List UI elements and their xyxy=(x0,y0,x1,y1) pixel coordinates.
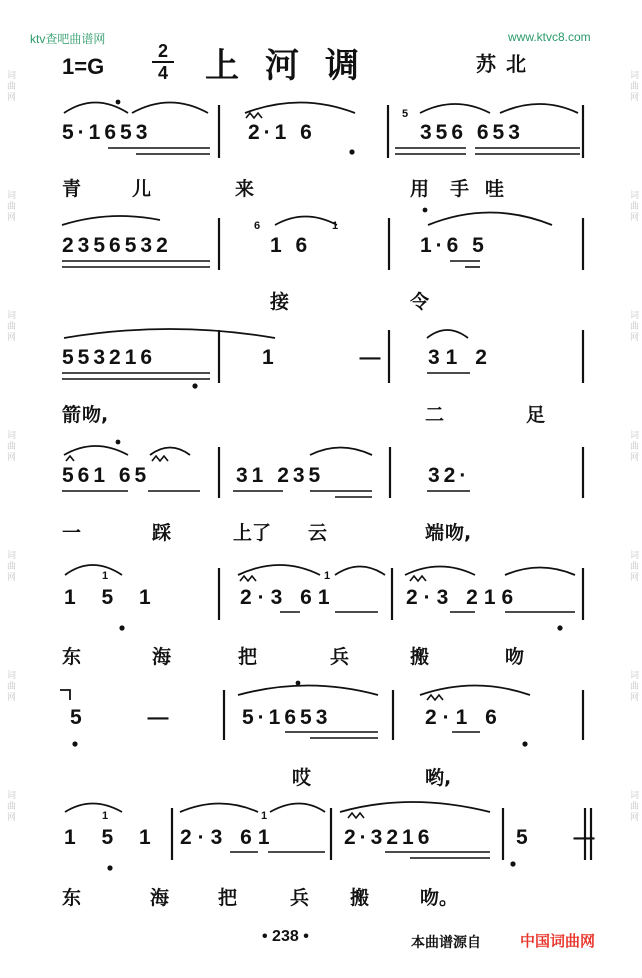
lyric: 海 xyxy=(152,646,172,668)
watermark-right: 词曲网 xyxy=(628,790,638,823)
notes-row-6-bar-2: 5·1653 xyxy=(242,706,332,729)
lyric: 东 xyxy=(62,887,82,909)
lyric: 青 xyxy=(62,178,82,200)
lyric: 哎 xyxy=(292,767,312,789)
lyric: 踩 xyxy=(152,522,172,544)
watermark-left: 词曲网 xyxy=(5,430,15,463)
lyric: 儿 xyxy=(132,178,152,200)
notes-row-4-bar-1: 561 65 xyxy=(62,464,151,487)
page-number: • 238 • xyxy=(262,928,309,945)
grace-note: 1 xyxy=(324,570,331,582)
notes-row-7-bar-4: 5 — xyxy=(516,826,615,849)
lyric: 接 xyxy=(270,291,290,313)
key-signature: 1=G xyxy=(62,54,105,79)
lyric: 一 xyxy=(62,522,82,544)
watermark-left: 词曲网 xyxy=(5,670,15,703)
grace-note: 1 xyxy=(261,810,268,822)
grace-note: 1 xyxy=(102,570,109,582)
brand-link[interactable]: 中国词曲网 xyxy=(520,932,596,950)
lyric: 二 xyxy=(425,404,445,426)
notes-row-7-bar-2: 2·3 61 xyxy=(180,826,276,849)
lyric: 端 xyxy=(425,522,445,544)
watermark-left: 词曲网 xyxy=(5,310,15,343)
lyric: 东 xyxy=(62,646,82,668)
grace-note: 1 xyxy=(102,810,109,822)
lyric: 吻。 xyxy=(420,887,459,909)
notes-row-4-bar-2: 31 235 xyxy=(236,464,325,487)
lyric: 把 xyxy=(218,887,238,909)
notes-row-1-bar-1: 5·1653 xyxy=(62,121,152,144)
notes-row-2-bar-3: 1·6 5 xyxy=(420,234,488,257)
song-title: 上河调 xyxy=(205,46,385,86)
lyric: 哇 xyxy=(485,178,505,200)
song-region: 苏北 xyxy=(476,52,536,76)
watermark-left: 词曲网 xyxy=(5,190,15,223)
site-watermark-right: www.ktvc8.com xyxy=(508,30,591,44)
watermark-left: 词曲网 xyxy=(5,70,15,103)
time-signature-top: 2 xyxy=(157,41,168,61)
notes-row-3-bar-2: 1 — xyxy=(262,346,421,369)
notes-row-2-bar-2: 1 6 xyxy=(270,234,312,257)
lyric: 来 xyxy=(235,178,255,200)
notes-row-4-bar-3: 32· xyxy=(428,464,471,487)
watermark-right: 词曲网 xyxy=(628,70,638,103)
notes-row-6-bar-3: 2·1 6 xyxy=(425,706,503,729)
lyric: 吻, xyxy=(82,404,109,426)
lyric: 令 xyxy=(410,291,430,313)
watermark-right: 词曲网 xyxy=(628,550,638,583)
time-signature-bottom: 4 xyxy=(157,63,168,83)
source-label: 本曲谱源自 xyxy=(411,935,481,951)
notes-row-5-bar-1: 1 5 1 xyxy=(64,586,161,609)
notes-row-1-bar-2: 2·1 6 xyxy=(248,121,316,144)
watermark-left: 词曲网 xyxy=(5,790,15,823)
lyric: 把 xyxy=(238,646,258,668)
notes-row-5-bar-2: 2·3 61 xyxy=(240,586,336,609)
notes-row-7-bar-3: 2·3216 xyxy=(344,826,434,849)
lyric: 上了 xyxy=(233,522,272,544)
lyric: 哟, xyxy=(425,767,452,789)
notes-row-1-bar-3: 356 653 xyxy=(420,121,524,144)
notes-row-6-bar-1: 5 — xyxy=(70,706,199,729)
watermark-right: 词曲网 xyxy=(628,670,638,703)
lyric: 搬 xyxy=(350,887,370,909)
lyric: 兵 xyxy=(290,887,310,909)
site-watermark-left: ktv查吧曲谱网 xyxy=(30,32,106,46)
lyric: 吻 xyxy=(505,646,525,668)
grace-note: 1 xyxy=(332,220,339,232)
lyric: 云 xyxy=(308,522,328,544)
grace-note: 6 xyxy=(254,220,261,232)
grace-note: 5 xyxy=(402,108,409,120)
notes-row-3-bar-3: 31 2 xyxy=(428,346,493,369)
lyric: 兵 xyxy=(330,646,350,668)
notes-row-3-bar-1: 553216 xyxy=(62,346,157,369)
notes-row-5-bar-3: 2·3 216 xyxy=(406,586,520,609)
lyric: 搬 xyxy=(410,646,430,668)
lyric: 海 xyxy=(150,887,170,909)
notes-row-7-bar-1: 1 5 1 xyxy=(64,826,161,849)
watermark-right: 词曲网 xyxy=(628,430,638,463)
lyric: 足 xyxy=(526,404,546,426)
lyric: 手 xyxy=(450,178,470,200)
notes-row-2-bar-1: 2356532 xyxy=(62,234,172,257)
lyric: 用 xyxy=(410,178,430,200)
lyric: 吻, xyxy=(445,522,472,544)
watermark-left: 词曲网 xyxy=(5,550,15,583)
watermark-right: 词曲网 xyxy=(628,190,638,223)
lyric: 箭 xyxy=(62,404,82,426)
watermark-right: 词曲网 xyxy=(628,310,638,343)
